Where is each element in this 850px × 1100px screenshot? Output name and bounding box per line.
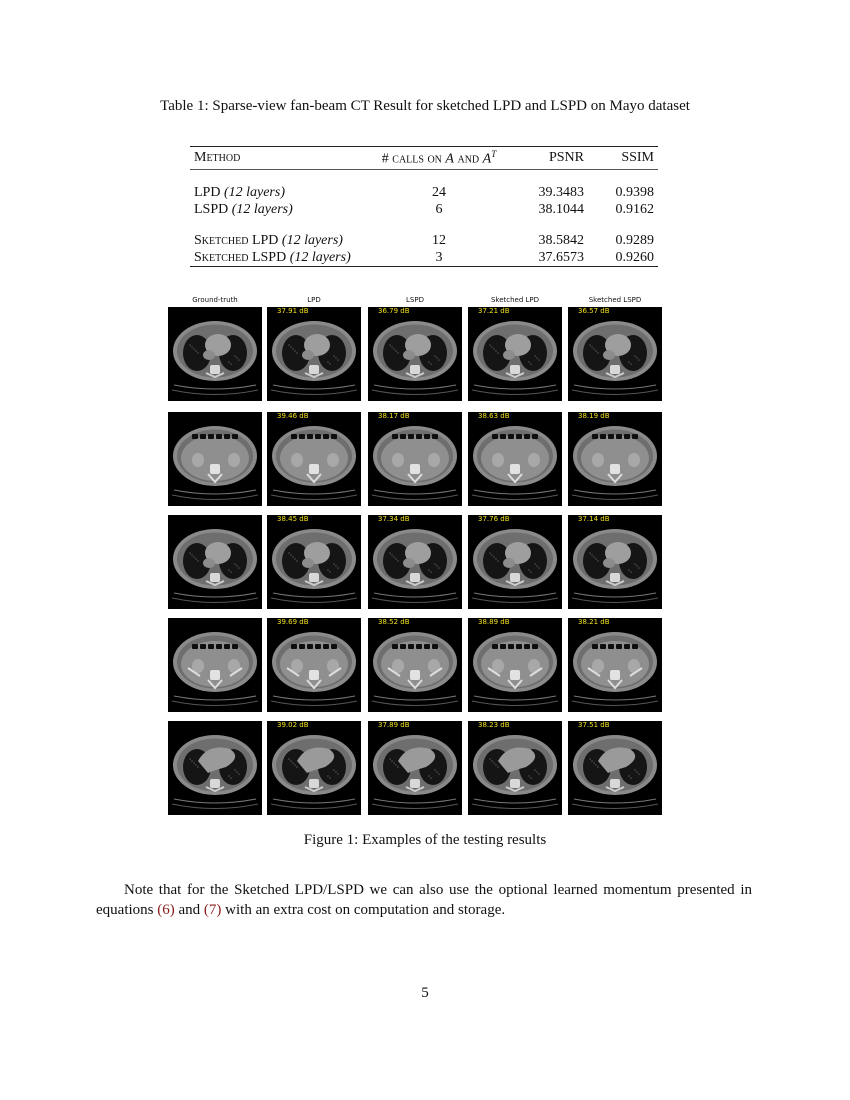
psnr-label: 38.52 dB <box>378 618 410 626</box>
ct-reconstruction-tile <box>468 307 562 401</box>
ct-reconstruction-tile <box>568 721 662 815</box>
ct-reconstruction-tile <box>368 618 462 712</box>
cell-calls: 24 <box>432 184 446 200</box>
ct-slice-image <box>368 412 462 506</box>
header-calls-a: A <box>445 151 454 167</box>
ct-slice-image <box>568 721 662 815</box>
header-calls-prefix: # calls on <box>381 151 446 167</box>
column-header: Sketched LPD <box>490 296 540 304</box>
ct-slice-image <box>468 618 562 712</box>
ct-slice-image <box>168 618 262 712</box>
psnr-label: 36.57 dB <box>578 307 610 315</box>
psnr-label: 38.17 dB <box>378 412 410 420</box>
header-calls-and: and <box>453 151 483 167</box>
ct-slice-image <box>168 721 262 815</box>
psnr-label: 38.45 dB <box>277 515 309 523</box>
psnr-label: 39.02 dB <box>277 721 309 729</box>
psnr-label: 36.79 dB <box>378 307 410 315</box>
cell-calls: 3 <box>435 249 443 265</box>
ct-slice-image <box>468 412 562 506</box>
ct-slice-image <box>267 307 361 401</box>
header-psnr: PSNR <box>548 150 584 166</box>
cell-calls: 6 <box>435 201 443 217</box>
ct-reconstruction-tile <box>368 721 462 815</box>
column-header: Sketched LSPD <box>588 296 642 304</box>
table-row <box>190 249 658 267</box>
psnr-label: 38.21 dB <box>578 618 610 626</box>
ct-slice-image <box>368 721 462 815</box>
ct-slice-image <box>568 515 662 609</box>
ct-reconstruction-tile <box>267 412 361 506</box>
table-caption: Table 1: Sparse-view fan-beam CT Result for sketched LPD and LSPD on Mayo dataset <box>160 98 690 114</box>
ct-slice-image <box>168 515 262 609</box>
psnr-label: 38.23 dB <box>478 721 510 729</box>
psnr-label: 39.46 dB <box>277 412 309 420</box>
ct-reconstruction-tile <box>468 618 562 712</box>
ct-results-figure <box>168 296 664 816</box>
ct-slice-image <box>168 307 262 401</box>
psnr-label: 39.69 dB <box>277 618 309 626</box>
ct-ground-truth-tile <box>168 618 262 712</box>
table-row <box>190 201 658 218</box>
ct-slice-image <box>267 618 361 712</box>
ct-reconstruction-tile <box>568 412 662 506</box>
cell-method: Sketched LPD (12 layers) <box>194 232 343 248</box>
ct-reconstruction-tile <box>468 515 562 609</box>
cell-ssim: 0.9260 <box>615 249 654 265</box>
ct-slice-image <box>368 618 462 712</box>
ct-slice-image <box>568 307 662 401</box>
ct-reconstruction-tile <box>468 721 562 815</box>
column-header: LPD <box>307 296 321 304</box>
ct-reconstruction-tile <box>568 515 662 609</box>
note-paragraph: Note that for the Sketched LPD/LSPD we can also use the optional learned momentum presented in equations (6) and (7) with an extra cost on computation and storage. <box>96 882 752 918</box>
cell-method: Sketched LSPD (12 layers) <box>194 249 351 265</box>
ct-ground-truth-tile <box>168 721 262 815</box>
results-table <box>190 146 658 267</box>
ct-slice-image <box>267 515 361 609</box>
cell-psnr: 37.6573 <box>538 249 584 265</box>
psnr-label: 38.19 dB <box>578 412 610 420</box>
cell-ssim: 0.9289 <box>615 232 654 248</box>
table-row <box>190 184 658 201</box>
ct-slice-image <box>168 412 262 506</box>
cell-method: LSPD (12 layers) <box>194 201 293 217</box>
psnr-label: 37.89 dB <box>378 721 410 729</box>
psnr-label: 38.89 dB <box>478 618 510 626</box>
psnr-label: 37.21 dB <box>478 307 510 315</box>
header-ssim: SSIM <box>621 150 654 166</box>
ct-reconstruction-tile <box>267 515 361 609</box>
cell-psnr: 38.1044 <box>538 201 584 217</box>
psnr-label: 37.51 dB <box>578 721 610 729</box>
header-calls-at-sup: T <box>491 149 497 159</box>
header-calls-at: A <box>482 151 492 167</box>
equation-ref-6[interactable]: (6) <box>157 902 175 918</box>
psnr-label: 37.34 dB <box>378 515 410 523</box>
ct-reconstruction-tile <box>368 515 462 609</box>
ct-slice-image <box>468 307 562 401</box>
ct-ground-truth-tile <box>168 515 262 609</box>
ct-slice-image <box>368 307 462 401</box>
equation-ref-7[interactable]: (7) <box>203 902 222 918</box>
psnr-label: 37.76 dB <box>478 515 510 523</box>
ct-ground-truth-tile <box>168 412 262 506</box>
ct-reconstruction-tile <box>468 412 562 506</box>
header-calls <box>360 147 518 170</box>
column-header: Ground-truth <box>192 296 238 304</box>
header-method: Method <box>194 150 241 166</box>
cell-psnr: 39.3483 <box>538 184 584 200</box>
ct-reconstruction-tile <box>368 412 462 506</box>
ct-reconstruction-tile <box>368 307 462 401</box>
ct-reconstruction-tile <box>267 618 361 712</box>
cell-ssim: 0.9398 <box>615 184 654 200</box>
ct-reconstruction-tile <box>267 721 361 815</box>
figure-caption: Figure 1: Examples of the testing results <box>303 832 547 848</box>
ct-reconstruction-tile <box>568 307 662 401</box>
ct-reconstruction-tile <box>267 307 361 401</box>
ct-slice-image <box>468 721 562 815</box>
psnr-label: 37.14 dB <box>578 515 610 523</box>
table-header-row <box>190 147 658 170</box>
column-header: LSPD <box>406 296 424 304</box>
cell-psnr: 38.5842 <box>538 232 584 248</box>
page-number: 5 <box>421 985 429 1001</box>
ct-slice-image <box>468 515 562 609</box>
psnr-label: 37.91 dB <box>277 307 309 315</box>
ct-slice-image <box>368 515 462 609</box>
ct-slice-image <box>568 618 662 712</box>
ct-slice-image <box>568 412 662 506</box>
cell-ssim: 0.9162 <box>615 201 654 217</box>
ct-ground-truth-tile <box>168 307 262 401</box>
psnr-label: 38.63 dB <box>478 412 510 420</box>
cell-calls: 12 <box>432 232 446 248</box>
cell-method: LPD (12 layers) <box>194 184 285 200</box>
ct-slice-image <box>267 721 361 815</box>
ct-reconstruction-tile <box>568 618 662 712</box>
ct-slice-image <box>267 412 361 506</box>
table-row <box>190 232 658 249</box>
